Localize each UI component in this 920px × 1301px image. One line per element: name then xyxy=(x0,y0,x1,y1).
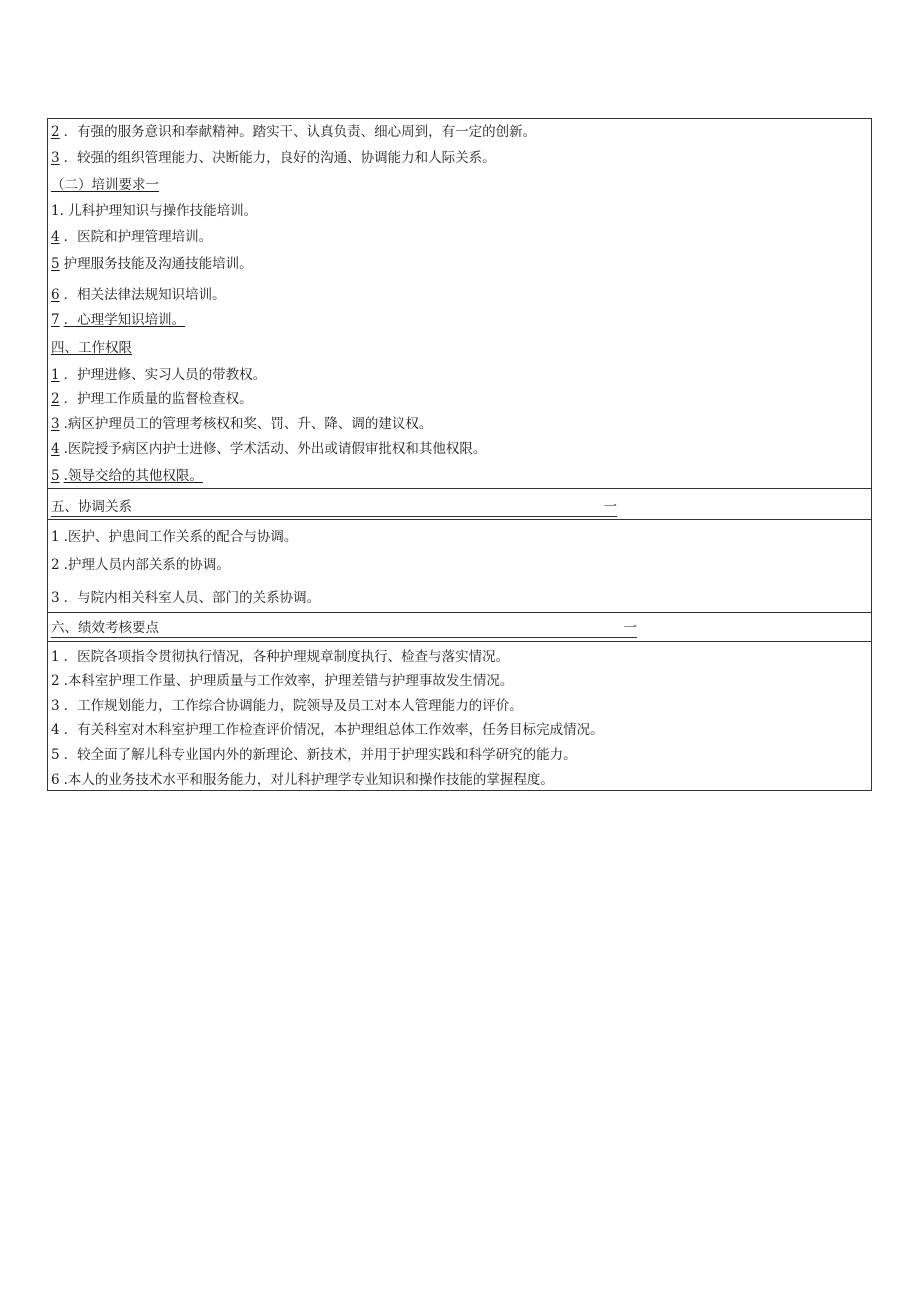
performance-item xyxy=(51,697,523,715)
authority-item xyxy=(51,440,486,458)
item-text: .医院授予病区内护士进修、学术活动、外出或请假审批权和其他权限。 xyxy=(63,441,487,457)
item-number: 4 xyxy=(51,722,60,738)
performance-item xyxy=(51,771,554,789)
item-number: 2 xyxy=(51,124,60,140)
item-text: ．护理工作质量的监督检查权。 xyxy=(63,391,253,407)
item-number: 6 xyxy=(51,287,60,303)
item-number: 2 xyxy=(51,391,60,407)
item-number: 6 xyxy=(51,772,60,788)
item-text: .医护、护患间工作关系的配合与协调。 xyxy=(63,529,298,545)
authority-heading: 四、工作权限 xyxy=(51,340,132,356)
section-divider xyxy=(47,519,872,520)
item-text: ．心理学知识培训。 xyxy=(63,312,186,328)
item-number: 3 xyxy=(51,698,60,714)
training-item xyxy=(51,286,226,304)
item-number: 5 xyxy=(51,747,60,763)
heading-dash: 一 xyxy=(603,499,617,515)
item-number: 3 xyxy=(51,590,60,606)
item-text: ．相关法律法规知识培训。 xyxy=(63,287,226,303)
section-divider xyxy=(47,488,872,489)
item-text: ．护理进修、实习人员的带教权。 xyxy=(63,367,267,383)
item-number: 4 xyxy=(51,229,60,245)
coordination-item xyxy=(51,589,320,607)
authority-item xyxy=(51,366,266,384)
item-number: 4 xyxy=(51,441,60,457)
item-number: 3 xyxy=(51,150,60,166)
item-text: .本人的业务技术水平和服务能力，对儿科护理学专业知识和操作技能的掌握程度。 xyxy=(63,772,554,788)
item-number: 3 xyxy=(51,416,60,432)
qualification-item xyxy=(51,123,536,141)
item-text: .护理人员内部关系的协调。 xyxy=(63,557,230,573)
item-number: 1 xyxy=(51,367,60,383)
item-number: 1 xyxy=(51,529,60,545)
coordination-heading: 五、协调关系 xyxy=(51,499,132,515)
item-text: ．有强的服务意识和奉献精神。踏实干、认真负责、细心周到，有一定的创新。 xyxy=(63,124,537,140)
item-number: 5 xyxy=(51,256,60,272)
section-divider xyxy=(47,612,872,613)
section-divider xyxy=(47,641,872,642)
item-number: 7 xyxy=(51,312,60,328)
item-text: ．有关科室对木科室护理工作检查评价情况，本护理组总体工作效率，任务目标完成情况。 xyxy=(63,722,604,738)
training-item xyxy=(51,228,212,246)
item-text: 护理服务技能及沟通技能培训。 xyxy=(63,256,253,272)
training-item xyxy=(51,255,253,273)
performance-item xyxy=(51,721,604,739)
training-item xyxy=(51,311,185,329)
item-number: 2 xyxy=(51,673,60,689)
item-text: ．与院内相关科室人员、部门的关系协调。 xyxy=(63,590,321,606)
item-text: ．较强的组织管理能力、决断能力，良好的沟通、协调能力和人际关系。 xyxy=(63,150,496,166)
authority-item xyxy=(51,467,203,485)
item-text: ．较全面了解儿科专业国内外的新理论、新技术，并用于护理实践和科学研究的能力。 xyxy=(63,747,577,763)
item-number: 5 xyxy=(51,468,60,484)
item-number: 2 xyxy=(51,557,60,573)
item-text: ．医院各项指令贯彻执行情况，各种护理规章制度执行、检查与落实情况。 xyxy=(63,649,510,665)
performance-heading-row xyxy=(51,619,637,638)
performance-item xyxy=(51,648,509,666)
authority-item xyxy=(51,390,253,408)
item-number: 1 xyxy=(51,649,60,665)
performance-item xyxy=(51,746,577,764)
training-item: 1. 儿科护理知识与操作技能培训。 xyxy=(51,203,258,219)
coordination-heading-row xyxy=(51,498,617,517)
authority-item xyxy=(51,415,432,433)
item-text: .病区护理员工的管理考核权和奖、罚、升、降、调的建议权。 xyxy=(63,416,433,432)
performance-item xyxy=(51,672,513,690)
qualification-item xyxy=(51,149,496,167)
coordination-item xyxy=(51,556,230,574)
performance-heading: 六、绩效考核要点 xyxy=(51,620,159,636)
training-heading: （二）培训要求一 xyxy=(51,177,159,193)
item-text: .本科室护理工作量、护理质量与工作效率，护理差错与护理事故发生情况。 xyxy=(63,673,514,689)
item-text: .领导交给的其他权限。 xyxy=(63,468,203,484)
heading-dash: 一 xyxy=(623,620,637,636)
coordination-item xyxy=(51,528,297,546)
item-text: ．医院和护理管理培训。 xyxy=(63,229,213,245)
item-text: ．工作规划能力，工作综合协调能力，院领导及员工对本人管理能力的评价。 xyxy=(63,698,523,714)
